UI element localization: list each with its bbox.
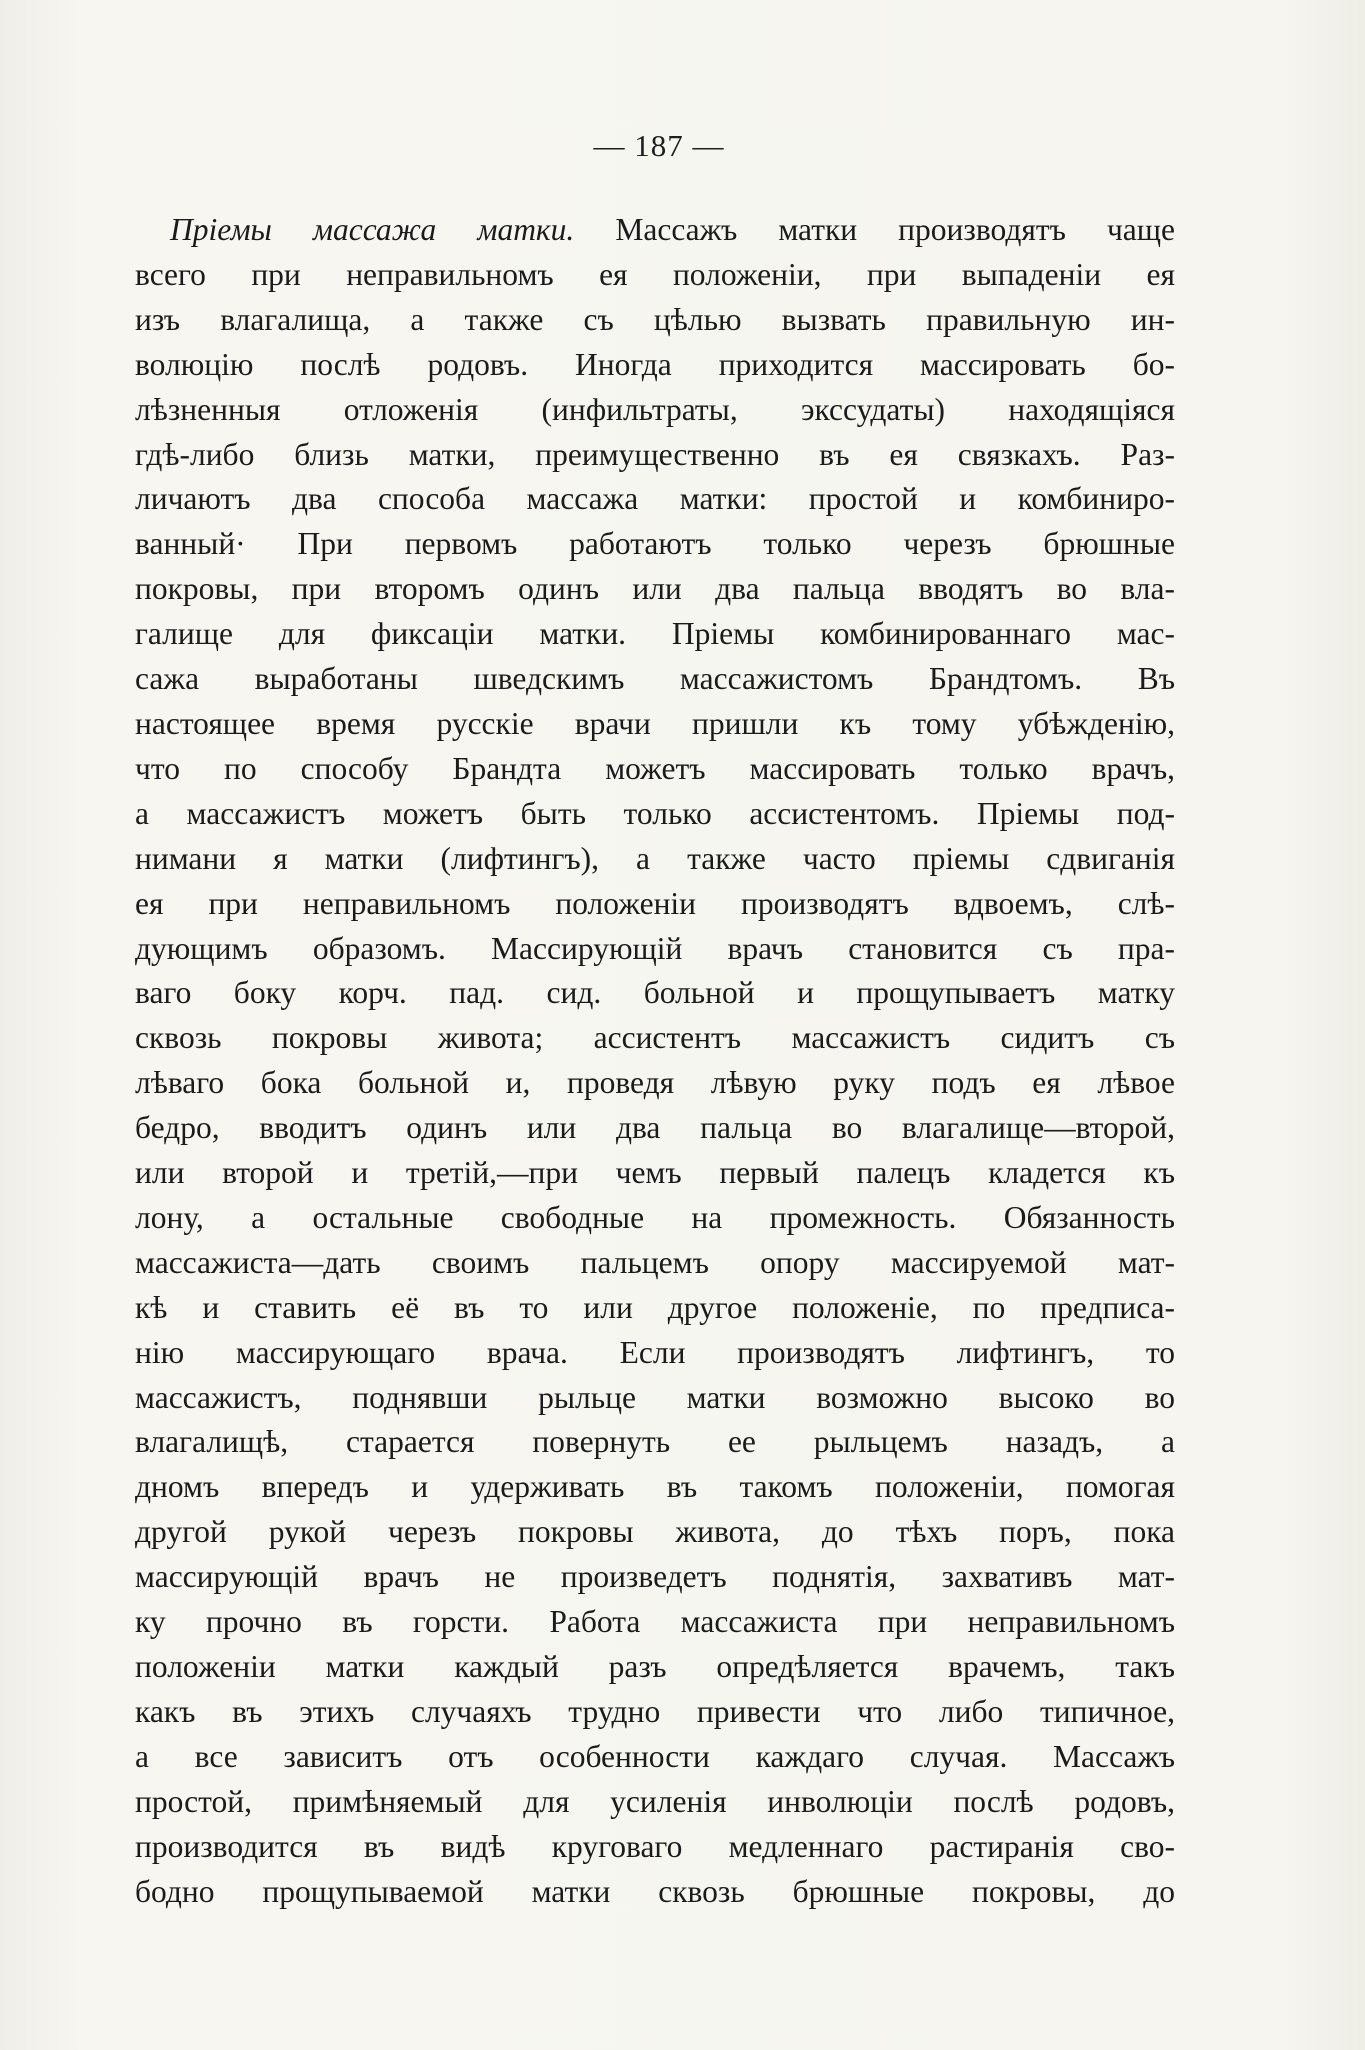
text-line: бедро, вводитъ одинъ или два пальца во влагалище—второй, [135,1110,1175,1146]
section-title-italic: Пріемы массажа матки. [170,212,575,247]
text-line: волюцiю послѣ родовъ. Иногда приходится массировать бо- [135,346,1175,382]
text-line: лѣзненныя отложенiя (инфильтраты, экссудаты) находящiяся [135,391,1175,427]
text-line: производится въ видѣ круговаго медленнаго растиранiя сво- [135,1828,1175,1864]
text-line-first [135,208,1175,253]
text-line: массирующiй врачъ не произведетъ поднятiя, захвативъ мат- [135,1559,1175,1595]
text-line: а все зависитъ отъ особенности каждаго случая. Массажъ [135,1738,1175,1774]
text-line: простой, примѣняемый для усиленiя инволюцiи послѣ родовъ, [135,1783,1175,1819]
text-line: сквозь покровы живота; ассистентъ массажистъ сидитъ съ [135,1020,1175,1056]
text-line: покровы, при второмъ одинъ или два пальца вводятъ во вла- [135,571,1175,607]
text-line: ея при неправильномъ положенiи производятъ вдвоемъ, слѣ- [135,885,1175,921]
text-line-first-rest: Массажъ матки производятъ чаще [615,212,1176,247]
text-line: сажа выработаны шведскимъ массажистомъ Брандтомъ. Въ [135,661,1175,697]
text-line: галище для фиксацiи матки. Прiемы комбинированнаго мас- [135,616,1175,652]
text-line: ку прочно въ горсти. Работа массажиста при неправильномъ [135,1604,1175,1640]
text-line: дномъ впередъ и удерживать въ такомъ положенiи, помогая [135,1469,1175,1505]
text-line: массажистъ, поднявши рыльце матки возможно высоко во [135,1379,1175,1415]
text-line: а массажистъ можетъ быть только ассистентомъ. Прiемы под- [135,795,1175,831]
text-line: гдѣ-либо близь матки, преимущественно въ ея связкахъ. Раз- [135,436,1175,472]
text-line: личаютъ два способа массажа матки: простой и комбиниро- [135,481,1175,517]
text-line: лѣваго бока больной и, проведя лѣвую руку подъ ея лѣвое [135,1065,1175,1101]
text-line: ваго боку корч. пад. сид. больной и прощупываетъ матку [135,975,1175,1011]
text-line: нiю массирующаго врача. Если производятъ лифтингъ, то [135,1334,1175,1370]
text-line: изъ влагалища, а также съ цѣлью вызвать правильную ин- [135,301,1175,337]
body-text [135,208,1175,1914]
text-line: что по способу Брандта можетъ массировать только врачъ, [135,750,1175,786]
text-line: или второй и третiй,—при чемъ первый палецъ кладется къ [135,1155,1175,1191]
text-line: какъ въ этихъ случаяхъ трудно привести что либо типичное, [135,1693,1175,1729]
text-line: влагалищѣ, старается повернуть ее рыльцемъ назадъ, а [135,1424,1175,1460]
text-line: другой рукой черезъ покровы живота, до тѣхъ поръ, пока [135,1514,1175,1550]
text-line: кѣ и ставить её въ то или другое положенiе, по предписа- [135,1289,1175,1325]
text-line: настоящее время русскiе врачи пришли къ тому убѣжденiю, [135,705,1175,741]
text-line: бодно прощупываемой матки сквозь брюшные покровы, до [135,1873,1175,1909]
text-line: всего при неправильномъ ея положенiи, при выпаденiи ея [135,256,1175,292]
text-line: нимани я матки (лифтингъ), а также часто прiемы сдвиганiя [135,840,1175,876]
text-line: ванный· При первомъ работаютъ только черезъ брюшные [135,526,1175,562]
page-number: — 187 — [593,128,725,163]
text-line: положенiи матки каждый разъ опредѣляется врачемъ, такъ [135,1649,1175,1684]
text-line: дующимъ образомъ. Массирующiй врачъ становится съ пра- [135,930,1175,966]
text-line: массажиста—дать своимъ пальцемъ опору массируемой мат- [135,1244,1175,1280]
text-line: лону, а остальные свободные на промежность. Обязанность [135,1199,1175,1235]
